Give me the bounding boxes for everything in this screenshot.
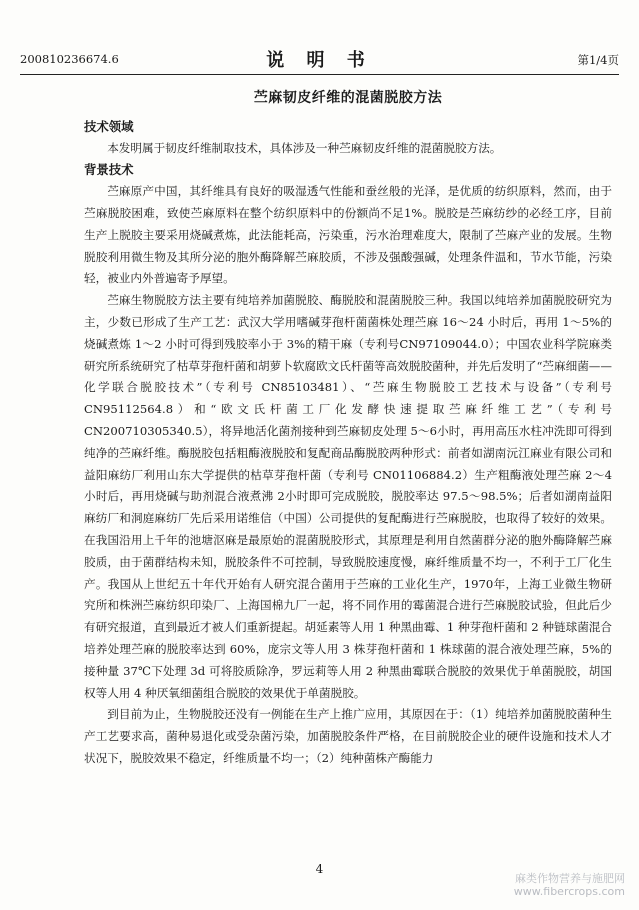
document-type-title: 说 明 书 <box>266 50 373 71</box>
paragraph: 本发明属于韧皮纤维制取技术，具体涉及一种苎麻韧皮纤维的混菌脱胶方法。 <box>107 140 502 155</box>
paragraph: 到目前为止，生物脱胶还没有一例能在生产上推广应用，其原因在于：（1）纯培养加菌脱胶菌种生产工艺要求高，菌种易退化或受杂菌污染，加菌脱胶条件严格，在目前脱胶企业的硬件设施和技术人才状况下，脱胶效果不稳定，纤维质量不均一；（2）纯种菌株产酶能力 <box>84 707 612 765</box>
document-body <box>84 88 612 770</box>
section-heading-technical-field: 技术领域 <box>84 118 134 134</box>
section-heading-background: 背景技术 <box>84 162 134 178</box>
paragraph: 苎麻生物脱胶方法主要有纯培养加菌脱胶、酶脱胶和混菌脱胶三种。我国以纯培养加菌脱胶研究为主，少数已形成了生产工艺：武汉大学用嗜碱芽孢杆菌菌株处理苎麻 16～24 小时后，再用 1～5%的烧碱煮炼 1～2 小时可得到残胶率小于 3%的精干麻（专利号CN97109044.0）；中国农业科学院麻类研究所系统研究了枯草芽孢杆菌和胡萝卜软腐欧文氏杆菌等高效脱胶菌种，并先后发明了“苎麻细菌——化学联合脱胶技术”（专利号 CN85103481）、“苎麻生物脱胶工艺技术与设备”（专利号 CN95112564.8）和“欧文氏杆菌工厂化发酵快速提取苎麻纤维工艺”（专利号 CN200710305340.5），将异地活化菌剂接种到苎麻韧皮处理 5～6小时，再用高压水柱冲洗即可得到纯净的苎麻纤维。酶脱胶包括粗酶液脱胶和复配商品酶脱胶两种形式：前者如湖南沅江麻业有限公司和益阳麻纺厂利用山东大学提供的枯草芽孢杆菌（专利号 CN01106884.2）生产粗酶液处理苎麻 2～4 小时后，再用烧碱与助剂混合液煮沸 2小时即可完成脱胶，脱胶率达 97.5～98.5%；后者如湖南益阳麻纺厂和洞庭麻纺厂先后采用诺维信（中国）公司提供的复配酶进行苎麻脱胶，也取得了较好的效果。在我国沿用上千年的池塘沤麻是最原始的混菌脱胶形式，其原理是利用自然菌群分泌的胞外酶降解苎麻胶质，由于菌群结构未知，脱胶条件不可控制，导致脱胶速度慢，麻纤维质量不均一，不利于工厂化生产。我国从上世纪五十年代开始有人研究混合菌用于苎麻的工业化生产，1970年，上海工业微生物研究所和株洲苎麻纺织印染厂、上海国棉九厂一起，将不同作用的霉菌混合进行苎麻脱胶试验，但此后少有研究报道，直到最近才被人们重新提起。胡延素等人用 1 种黑曲霉、1 种芽孢杆菌和 2 种链球菌混合培养处理苎麻的脱胶率达到 60%，庞宗文等人用 3 株芽孢杆菌和 1 株球菌的混合液处理苎麻，5%的接种量 37℃下处理 3d 可将胶质除净，罗远莉等人用 2 种黑曲霉联合脱胶的效果优于单菌脱胶，胡国权等人用 4 种厌氧细菌组合脱胶的效果优于单菌脱胶。 <box>84 293 612 700</box>
invention-title: 苎麻韧皮纤维的混菌脱胶方法 <box>253 90 443 106</box>
page-number: 4 <box>315 862 324 876</box>
watermark-url: www.fibercrops.com <box>513 885 625 898</box>
page-header <box>20 46 619 70</box>
header-rule <box>20 74 619 75</box>
application-number: 200810236674.6 <box>20 52 119 66</box>
watermark-site-name: 麻类作物营养与施肥网 <box>515 872 625 885</box>
paragraph: 苎麻原产中国，其纤维具有良好的吸湿透气性能和蚕丝般的光泽，是优质的纺织原料，然而，由于苎麻脱胶困难，致使苎麻原料在整个纺织原料中的份额尚不足1%。脱胶是苎麻纺纱的必经工序，目前生产上脱胶主要采用烧碱煮炼，此法能耗高，污染重，污水治理难度大，限制了苎麻产业的发展。生物脱胶利用微生物及其所分泌的胞外酶降解苎麻胶质，不涉及强酸强碱，处理条件温和，节水节能，污染轻，被业内外普遍寄予厚望。 <box>84 184 612 286</box>
site-watermark <box>514 872 625 898</box>
page-indicator: 第1/4页 <box>577 53 619 67</box>
